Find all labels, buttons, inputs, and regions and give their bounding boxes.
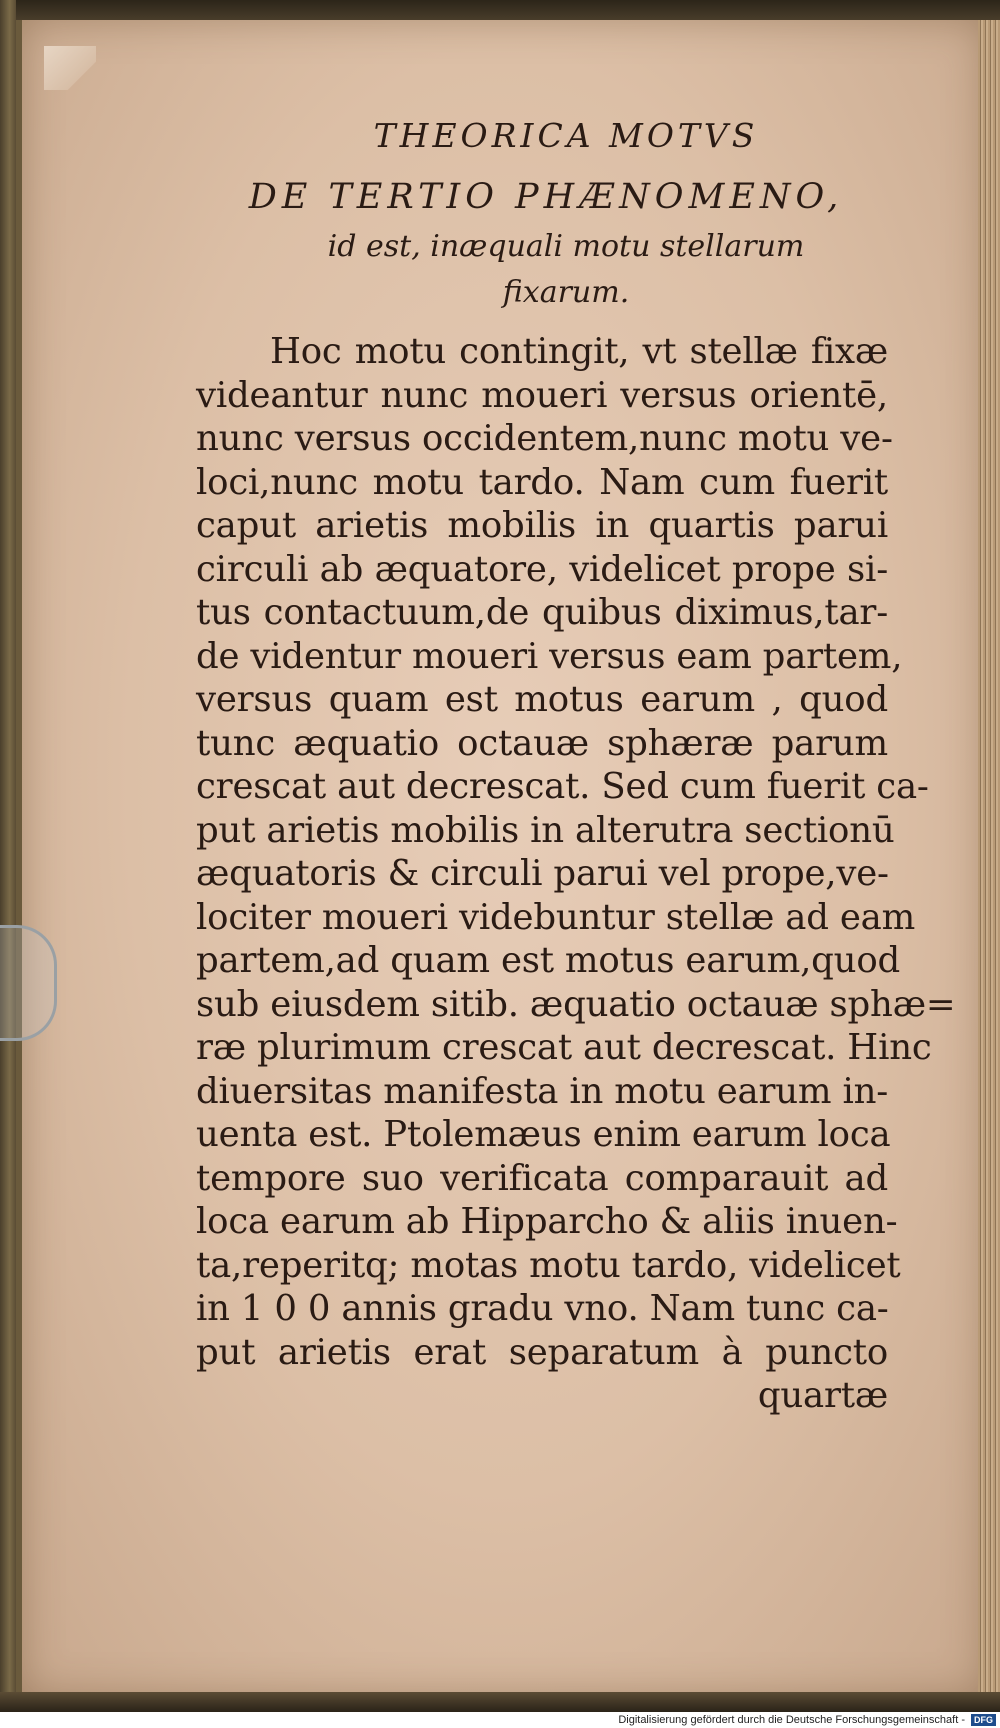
digitization-credit	[0, 1712, 1000, 1728]
page-stack-edge	[978, 20, 1000, 1696]
chapter-title: DE TERTIO PHÆNOMENO,	[248, 177, 844, 217]
text-line: partem,ad quam est motus earum,quod	[196, 940, 901, 981]
text-line: de videntur moueri versus eam partem,	[196, 635, 903, 677]
text-line: crescat aut decrescat. Sed cum fuerit ca-	[196, 766, 929, 807]
chapter-subtitle-line2: fixarum.	[502, 275, 630, 310]
page-clip	[0, 925, 57, 1041]
text-line: sub eiusdem sitib. æquatio octauæ sphæ=	[196, 983, 956, 1025]
text-line: tempore suo verificata comparauit ad	[196, 1157, 888, 1199]
text-line: ræ plurimum crescat aut decrescat. Hinc	[196, 1027, 932, 1068]
book-top-edge	[0, 0, 1000, 22]
text-line: videantur nunc moueri versus orientē,	[196, 374, 888, 416]
chapter-subtitle-line1: id est, inæquali motu stellarum	[327, 229, 805, 264]
text-line: versus quam est motus earum , quod	[196, 679, 888, 720]
catchword: quartæ	[757, 1375, 888, 1416]
text-line: æquatoris & circuli parui vel prope,ve-	[196, 853, 889, 894]
text-line: tunc æquatio octauæ sphæræ parum	[196, 722, 888, 764]
text-line: tus contactuum,de quibus diximus,tar-	[196, 592, 888, 633]
text-line: loca earum ab Hipparcho & aliis inuen-	[196, 1201, 898, 1242]
text-line: in 1 0 0 annis gradu vno. Nam tunc ca-	[196, 1288, 889, 1329]
text-line: ta,reperitq; motas motu tardo, videlicet	[196, 1244, 901, 1286]
text-line: loci,nunc motu tardo. Nam cum fuerit	[196, 461, 888, 503]
text-line: put arietis erat separatum à puncto	[196, 1331, 888, 1373]
dfg-logo: DFG	[971, 1714, 996, 1726]
text-line: diuersitas manifesta in motu earum in-	[196, 1070, 889, 1112]
credit-text: Digitalisierung gefördert durch die Deutsche Forschungsgemeinschaft -	[618, 1714, 965, 1726]
page-text	[196, 116, 956, 1418]
running-title: THEORICA MOTVS	[373, 116, 759, 155]
text-line: lociter moueri videbuntur stellæ ad eam	[196, 896, 916, 938]
text-line: put arietis mobilis in alterutra sectionū	[196, 809, 895, 851]
page-corner	[44, 46, 96, 90]
text-line: caput arietis mobilis in quartis parui	[196, 505, 888, 546]
book-cover-edge	[0, 0, 16, 1712]
text-line: uenta est. Ptolemæus enim earum loca	[196, 1114, 891, 1155]
text-line: nunc versus occidentem,nunc motu ve-	[196, 418, 893, 459]
text-line: circuli ab æquatore, videlicet prope si-	[196, 548, 888, 590]
body-text	[196, 330, 956, 1418]
text-line: Hoc motu contingit, vt stellæ fixæ	[270, 331, 888, 372]
book-bottom-edge	[0, 1692, 1000, 1712]
